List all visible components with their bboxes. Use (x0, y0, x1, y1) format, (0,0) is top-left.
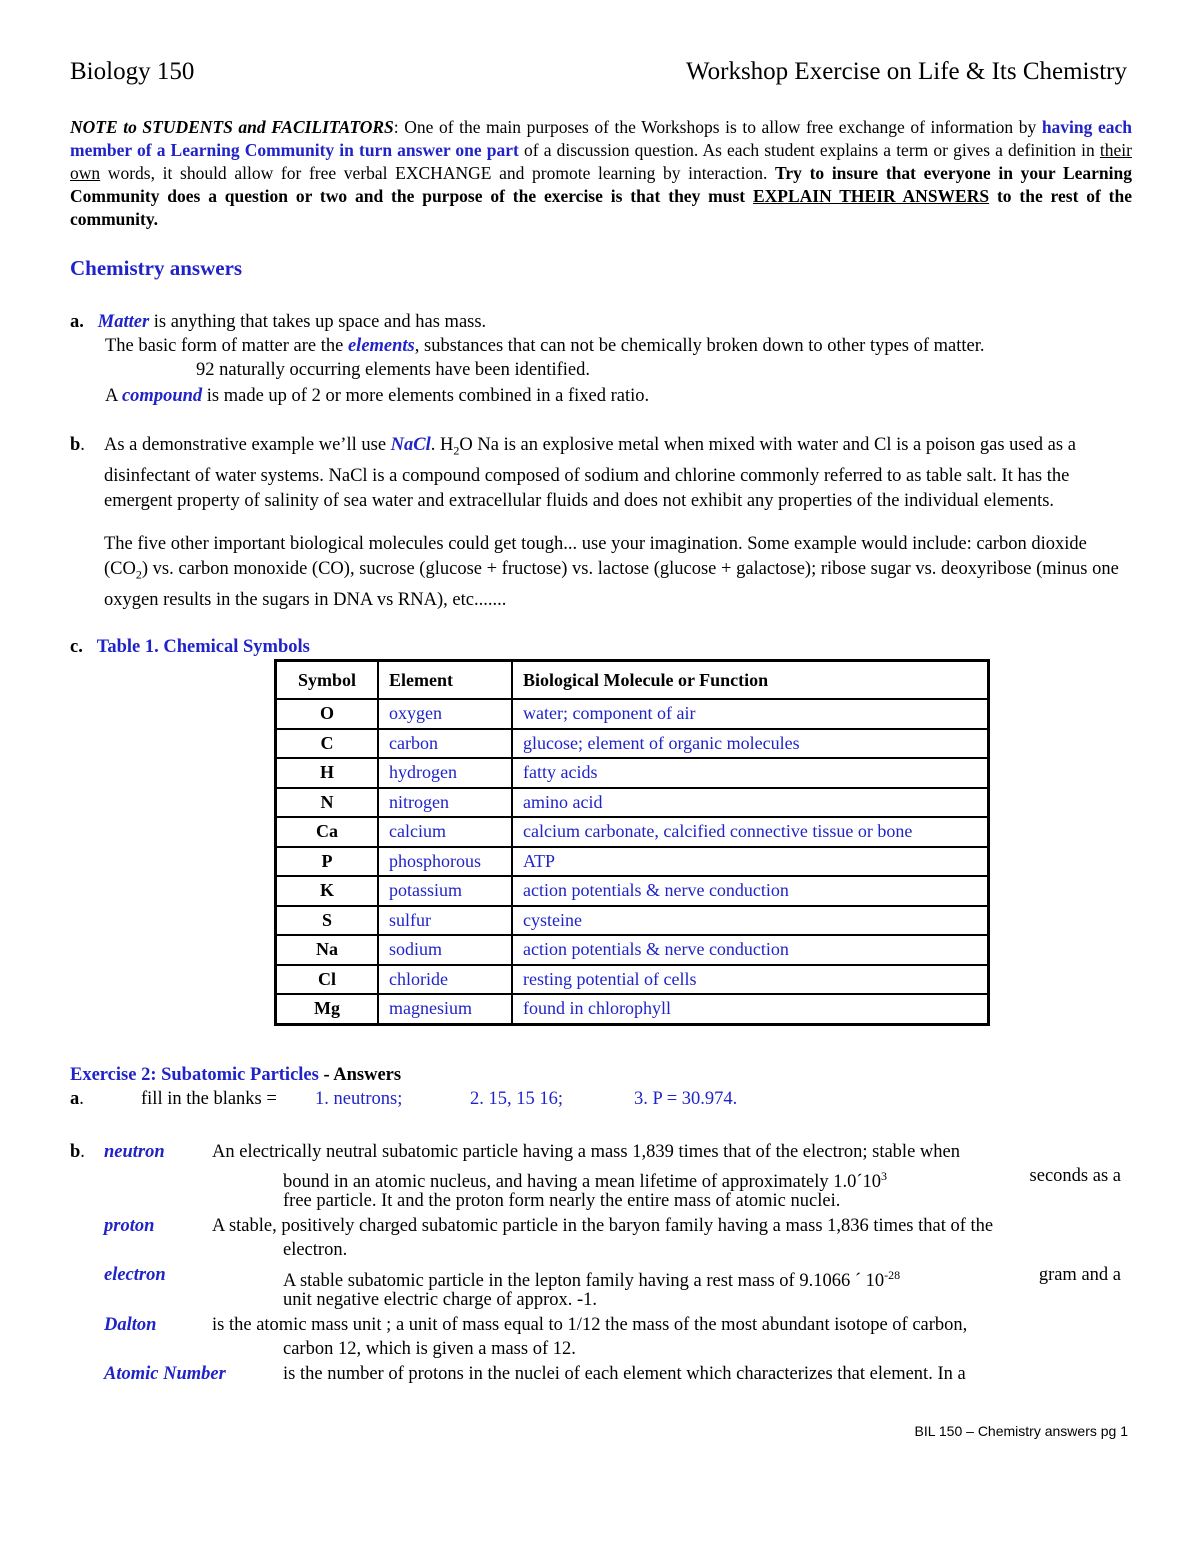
cell-symbol: P (276, 847, 379, 877)
electron-def-line2: unit negative electric charge of approx. -1. (283, 1290, 598, 1310)
cell-symbol: S (276, 906, 379, 936)
cell-element: oxygen (378, 699, 512, 729)
note-bold: to the rest of the community. (70, 186, 1133, 229)
table-row (276, 729, 989, 759)
cell-element: carbon (378, 729, 512, 759)
part-b-paragraph2: The five other important biological molecules could get tough... use your imagination. Some example would include: carbon dioxide $(CO_2)$ vs. carbon monoxide (CO), sucrose (glucose + fructose) vs. lactose (glucose + galactose); ribose sugar vs. deoxyribose (minus one oxygen results in the sugars in DNA vs RNA), etc....... (104, 534, 1119, 610)
proton-def-line1: A stable, positively charged subatomic particle in the baryon family having a mass 1,836 times that of the (212, 1216, 994, 1236)
table-row (276, 876, 989, 906)
note-highlight: having each member of a Learning Community in turn answer one part (70, 117, 1132, 160)
part-b-label: b. (70, 435, 85, 455)
cell-function: cysteine (512, 906, 989, 936)
term-dalton: Dalton (104, 1315, 157, 1335)
note-label: NOTE to STUDENTS and FACILITATORS (70, 117, 394, 137)
part-a-line2: The basic form of matter are the elements, substances that can not be chemically broken down to other types of matter. (105, 336, 985, 356)
section-title: Chemistry answers (70, 256, 243, 280)
exercise2-b-label: b. (70, 1142, 85, 1162)
note-paragraph (70, 116, 1132, 231)
term-elements: elements (347, 336, 415, 356)
term-matter: Matter (97, 312, 150, 332)
header-course: Biology 150 (70, 58, 195, 85)
cell-element: phosphorous (378, 847, 512, 877)
term-nacl: NaCl (390, 435, 431, 455)
cell-element: magnesium (378, 994, 512, 1024)
neutron-def-line1: An electrically neutral subatomic particle having a mass 1,839 times that of the electron; stable when (212, 1142, 960, 1162)
cell-element: potassium (378, 876, 512, 906)
header-function: Biological Molecule or Function (512, 661, 989, 700)
answer-3: 3. P = 30.974. (634, 1089, 738, 1109)
exercise2-heading: Exercise 2: Subatomic Particles - Answers (70, 1065, 402, 1085)
exercise2-answers-label: Answers (333, 1065, 402, 1085)
term-compound: compound (121, 386, 203, 406)
header-symbol: Symbol (276, 661, 379, 700)
term-neutron: neutron (104, 1142, 165, 1162)
header-element: Element (378, 661, 512, 700)
page-footer: BIL 150 – Chemistry answers pg 1 (914, 1423, 1128, 1439)
chemical-symbols-table (274, 659, 990, 1026)
cell-symbol: N (276, 788, 379, 818)
table-row (276, 847, 989, 877)
cell-symbol: Mg (276, 994, 379, 1024)
cell-function: amino acid (512, 788, 989, 818)
cell-function: action potentials & nerve conduction (512, 876, 989, 906)
cell-symbol: H (276, 758, 379, 788)
exercise2-title: Exercise 2: Subatomic Particles (70, 1065, 319, 1085)
answer-1: 1. neutrons; (315, 1089, 403, 1109)
cell-symbol: K (276, 876, 379, 906)
proton-def-line2: electron. (283, 1240, 348, 1260)
cell-symbol: C (276, 729, 379, 759)
cell-function: water; component of air (512, 699, 989, 729)
table-header-row (276, 661, 989, 700)
cell-element: sodium (378, 935, 512, 965)
cell-function: fatty acids (512, 758, 989, 788)
table-row (276, 965, 989, 995)
note-text: of a discussion question. As each student explains a term or gives a definition in (518, 140, 1100, 160)
cell-function: calcium carbonate, calcified connective tissue or bone (512, 817, 989, 847)
electron-def-line1: A stable subatomic particle in the lepton family having a rest mass of 9.1066 ´ $10^{-28}$ gram and a (283, 1265, 1121, 1292)
part-a-line4: A compound is made up of 2 or more elements combined in a fixed ratio. (105, 386, 650, 406)
table-row (276, 817, 989, 847)
part-a-line3: 92 naturally occurring elements have been identified. (196, 360, 591, 380)
answer-2: 2. 15, 15 16; (470, 1089, 564, 1109)
table-title: Table 1. Chemical Symbols (96, 637, 310, 657)
note-text: words, it should allow for free verbal EXCHANGE and promote learning by interaction. (100, 163, 776, 183)
part-label: a (70, 312, 80, 332)
cell-element: sulfur (378, 906, 512, 936)
table-row (276, 758, 989, 788)
cell-function: ATP (512, 847, 989, 877)
cell-function: found in chlorophyll (512, 994, 989, 1024)
atomic-number-def-line1: is the number of protons in the nuclei of each element which characterizes that element. In a (283, 1364, 966, 1384)
term-electron: electron (104, 1265, 166, 1285)
table-row (276, 788, 989, 818)
cell-symbol: O (276, 699, 379, 729)
dalton-def-line2: carbon 12, which is given a mass of 12. (283, 1339, 576, 1359)
note-underline: their own (70, 140, 1132, 183)
term-proton: proton (104, 1216, 155, 1236)
cell-function: action potentials & nerve conduction (512, 935, 989, 965)
note-text: : One of the main purposes of the Workshops is to allow free exchange of information by (393, 117, 1042, 137)
note-bold: Try to insure that everyone in your Learning Community does a question or two and the purpose of the exercise is that they must (70, 163, 1132, 206)
cell-element: chloride (378, 965, 512, 995)
table-row (276, 906, 989, 936)
part-b-paragraph1: As a demonstrative example we’ll use NaCl. $H_2O$ Na is an explosive metal when mixed with water and Cl is a poison gas used as a disinfectant of water systems. NaCl is a compound composed of sodium and chlorine commonly referred to as table salt. It has the emergent property of salinity of sea water and extracellular fluids and does not exhibit any properties of the individual elements. (104, 435, 1076, 511)
cell-symbol: Cl (276, 965, 379, 995)
header-title: Workshop Exercise on Life & Its Chemistry (686, 58, 1127, 85)
cell-function: glucose; element of organic molecules (512, 729, 989, 759)
cell-element: calcium (378, 817, 512, 847)
part-c-heading: c. Table 1. Chemical Symbols (70, 637, 310, 657)
cell-function: resting potential of cells (512, 965, 989, 995)
cell-element: nitrogen (378, 788, 512, 818)
term-atomic-number: Atomic Number (104, 1364, 226, 1384)
cell-symbol: Na (276, 935, 379, 965)
table-row (276, 994, 989, 1024)
part-a-line1: a. Matter is anything that takes up space and has mass. (70, 312, 487, 332)
cell-element: hydrogen (378, 758, 512, 788)
note-bold-underline: EXPLAIN THEIR ANSWERS (752, 186, 990, 206)
neutron-def-line3: free particle. It and the proton form nearly the entire mass of atomic nuclei. (283, 1191, 841, 1211)
exercise2-a-text: fill in the blanks = (141, 1089, 277, 1109)
table-row (276, 935, 989, 965)
table-row (276, 699, 989, 729)
neutron-def-line2: bound in an atomic nucleus, and having a mean lifetime of approximately $1.0´10^3$ seconds as a (283, 1166, 1121, 1193)
cell-symbol: Ca (276, 817, 379, 847)
dalton-def-line1: is the atomic mass unit ; a unit of mass equal to 1/12 the mass of the most abundant isotope of carbon, (212, 1315, 968, 1335)
exercise2-a-label: a. (70, 1089, 84, 1109)
